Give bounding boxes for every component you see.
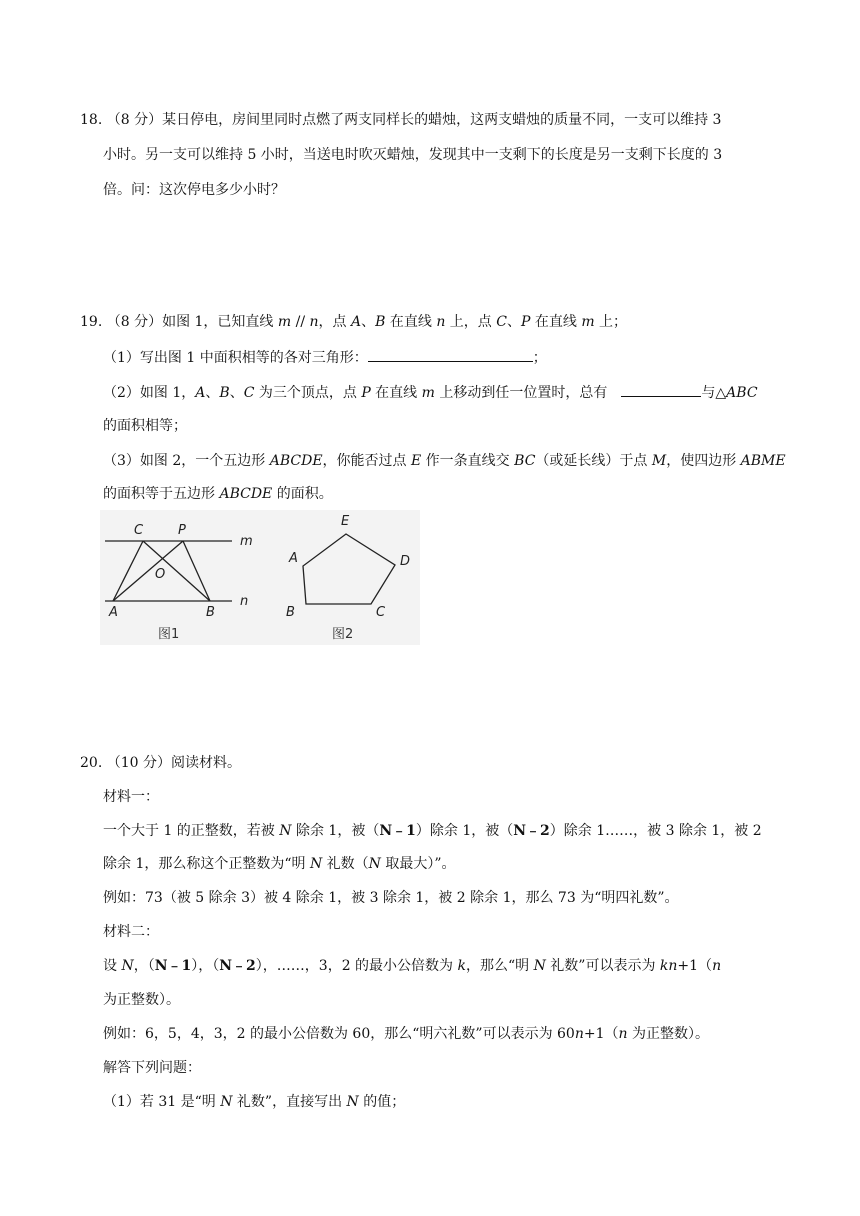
q20-p1: 一个大于 1 的正整数，若被 N 除余 1，被（N﹣1）除余 1，被（N﹣2）除余 1……，被 3 除余 1，被 2 [103,823,762,839]
label-d: D [400,554,411,569]
label-b: B [206,605,215,620]
q19-part-2: （2）如图 1，A、B、C 为三个顶点，点 P 在直线 m 上移动到任一位置时，总有 与△ABC [103,382,758,403]
answer-blank-2[interactable] [621,382,701,397]
q18-line-3: 倍。问：这次停电多少小时？ [103,182,285,198]
caption-fig1: 图1 [158,627,180,642]
q20-p3: 设 N，（N﹣1），（N﹣2），……，3，2 的最小公倍数为 k，那么“明 N 礼数”可以表示为 kn+1（n [103,958,722,974]
label-c: C [134,523,144,538]
q20-title: 20. （10 分）阅读材料。 [80,755,241,771]
q18-line-1: 18. （8 分）某日停电，房间里同时点燃了两支同样长的蜡烛，这两支蜡烛的质量不同，一支可以维持 3 [80,112,722,128]
q19-part-2-cont: 的面积相等； [103,418,187,434]
q20-material-1: 材料一： [103,789,159,805]
q18-number: 18. [80,112,103,128]
label-p: P [178,523,186,538]
q20-solve: 解答下列问题： [103,1060,201,1076]
label-m: m [240,534,253,549]
label-n: n [240,594,249,609]
q20-p2: 除余 1，那么称这个正整数为“明 N 礼数（N 取最大）”。 [103,856,456,872]
q19-part-1: （1）写出图 1 中面积相等的各对三角形： ； [103,347,547,368]
q20-example-1: 例如：73（被 5 除余 3）被 4 除余 1，被 3 除余 1，被 2 除余 1，那么 73 为“明四礼数”。 [103,890,679,906]
q20-sub-1: （1）若 31 是“明 N 礼数”，直接写出 N 的值； [103,1094,406,1110]
q20-number: 20. [80,755,103,771]
figures [100,510,420,645]
q19-part-3-cont: 的面积等于五边形 ABCDE 的面积。 [103,486,333,502]
q20-p4: 为正整数）。 [103,992,180,1008]
q19-number: 19. [80,314,103,330]
q19-part-3: （3）如图 2，一个五边形 ABCDE，你能否过点 E 作一条直线交 BC（或延长线）于点 M，使四边形 ABME [103,453,786,469]
label-e: E [341,514,350,529]
q20-example-2: 例如：6，5，4，3，2 的最小公倍数为 60，那么“明六礼数”可以表示为 60n+1（n 为正整数）。 [103,1026,709,1042]
q20-material-2: 材料二： [103,924,159,940]
label-o: O [155,567,166,582]
label-c2: C [376,605,386,620]
q19-line-1: 19. （8 分）如图 1，已知直线 m // n，点 A、B 在直线 n 上，点 C、P 在直线 m 上； [80,314,628,330]
caption-fig2: 图2 [332,627,354,642]
label-a2: A [289,551,298,566]
answer-blank-1[interactable] [368,347,533,362]
q18-line-2: 小时。另一支可以维持 5 小时，当送电时吹灭蜡烛，发现其中一支剩下的长度是另一支剩下长度的 3 [103,147,723,163]
label-a: A [109,605,118,620]
label-b2: B [286,605,295,620]
